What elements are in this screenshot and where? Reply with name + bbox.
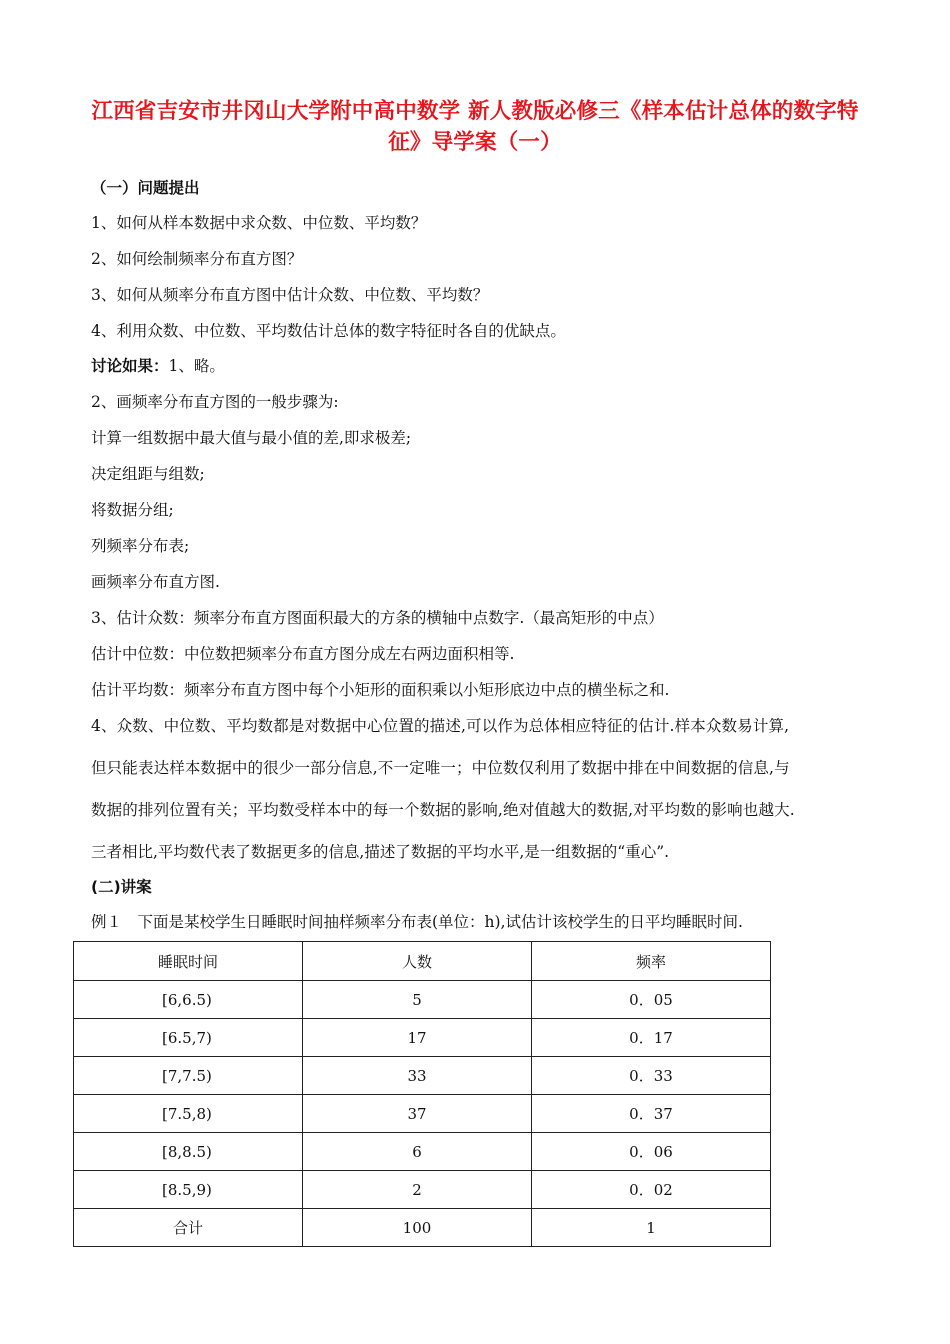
table-row	[74, 1095, 771, 1133]
table-row	[74, 1133, 771, 1171]
comparison-line-2: 但只能表达样本数据中的很少一部分信息,不一定唯一；中位数仅利用了数据中排在中间数据的信息,与	[91, 759, 790, 777]
table-cell-interval: [6.5,7)	[74, 1019, 303, 1057]
table-cell-interval: [8,8.5)	[74, 1133, 303, 1171]
table-cell-interval: [7.5,8)	[74, 1095, 303, 1133]
estimate-mode: 3、估计众数：频率分布直方图面积最大的方条的横轴中点数字.（最高矩形的中点）	[91, 609, 664, 627]
table-cell-interval: [8.5,9)	[74, 1171, 303, 1209]
comparison-line-4: 三者相比,平均数代表了数据更多的信息,描述了数据的平均水平,是一组数据的“重心”.	[91, 843, 670, 861]
table-cell-count: 37	[303, 1095, 532, 1133]
table-cell-frequency: 0．02	[532, 1171, 771, 1209]
table-cell-count: 33	[303, 1057, 532, 1095]
table-cell-frequency: 0．37	[532, 1095, 771, 1133]
table-cell-frequency: 0．05	[532, 981, 771, 1019]
table-cell-total-count: 100	[303, 1209, 532, 1247]
table-cell-interval: [6,6.5)	[74, 981, 303, 1019]
estimate-mean: 估计平均数：频率分布直方图中每个小矩形的面积乘以小矩形底边中点的横坐标之和.	[91, 681, 670, 699]
comparison-line-3: 数据的排列位置有关；平均数受样本中的每一个数据的影响,绝对值越大的数据,对平均数的影响也越大.	[91, 801, 795, 819]
table-header-row	[74, 942, 771, 981]
document-title: 江西省吉安市井冈山大学附中高中数学 新人教版必修三《样本估计总体的数字特征》导学案（一）	[91, 99, 859, 155]
step-groups: 决定组距与组数;	[91, 465, 205, 483]
table-cell-frequency: 0．33	[532, 1057, 771, 1095]
frequency-table	[73, 941, 771, 1247]
table-cell-total-frequency: 1	[532, 1209, 771, 1247]
table-cell-count: 2	[303, 1171, 532, 1209]
question-3: 3、如何从频率分布直方图中估计众数、中位数、平均数？	[91, 286, 489, 304]
table-row	[74, 1057, 771, 1095]
step-table: 列频率分布表;	[91, 537, 190, 555]
table-cell-frequency: 0．17	[532, 1019, 771, 1057]
comparison-line-1: 4、众数、中位数、平均数都是对数据中心位置的描述,可以作为总体相应特征的估计.样本众数易计算,	[91, 717, 790, 735]
table-row	[74, 981, 771, 1019]
table-row	[74, 1171, 771, 1209]
table-header-cell: 人数	[303, 942, 532, 981]
question-1: 1、如何从样本数据中求众数、中位数、平均数？	[91, 214, 427, 232]
step-range: 计算一组数据中最大值与最小值的差,即求极差;	[91, 429, 412, 447]
step-divide: 将数据分组;	[91, 501, 174, 519]
discussion-label: 讨论如果：	[91, 357, 169, 375]
question-2: 2、如何绘制频率分布直方图？	[91, 250, 303, 268]
table-total-row	[74, 1209, 771, 1247]
table-cell-total-label: 合计	[74, 1209, 303, 1247]
table-header-cell: 睡眠时间	[74, 942, 303, 981]
steps-intro: 2、画频率分布直方图的一般步骤为:	[91, 393, 339, 411]
section-heading-questions: （一）问题提出	[91, 179, 200, 197]
table-cell-count: 17	[303, 1019, 532, 1057]
step-histogram: 画频率分布直方图.	[91, 573, 220, 591]
table-cell-count: 5	[303, 981, 532, 1019]
section-heading-lecture: (二)讲案	[91, 878, 152, 896]
table-header-cell: 频率	[532, 942, 771, 981]
discussion-first: 1、略。	[168, 357, 225, 375]
table-cell-count: 6	[303, 1133, 532, 1171]
table-cell-frequency: 0．06	[532, 1133, 771, 1171]
table-cell-interval: [7,7.5)	[74, 1057, 303, 1095]
example-1: 例１ 下面是某校学生日睡眠时间抽样频率分布表(单位：h),试估计该校学生的日平均睡眠时间.	[91, 913, 743, 931]
question-4: 4、利用众数、中位数、平均数估计总体的数字特征时各自的优缺点。	[91, 322, 566, 340]
estimate-median: 估计中位数：中位数把频率分布直方图分成左右两边面积相等.	[91, 645, 515, 663]
table-row	[74, 1019, 771, 1057]
discussion-line	[91, 356, 225, 376]
